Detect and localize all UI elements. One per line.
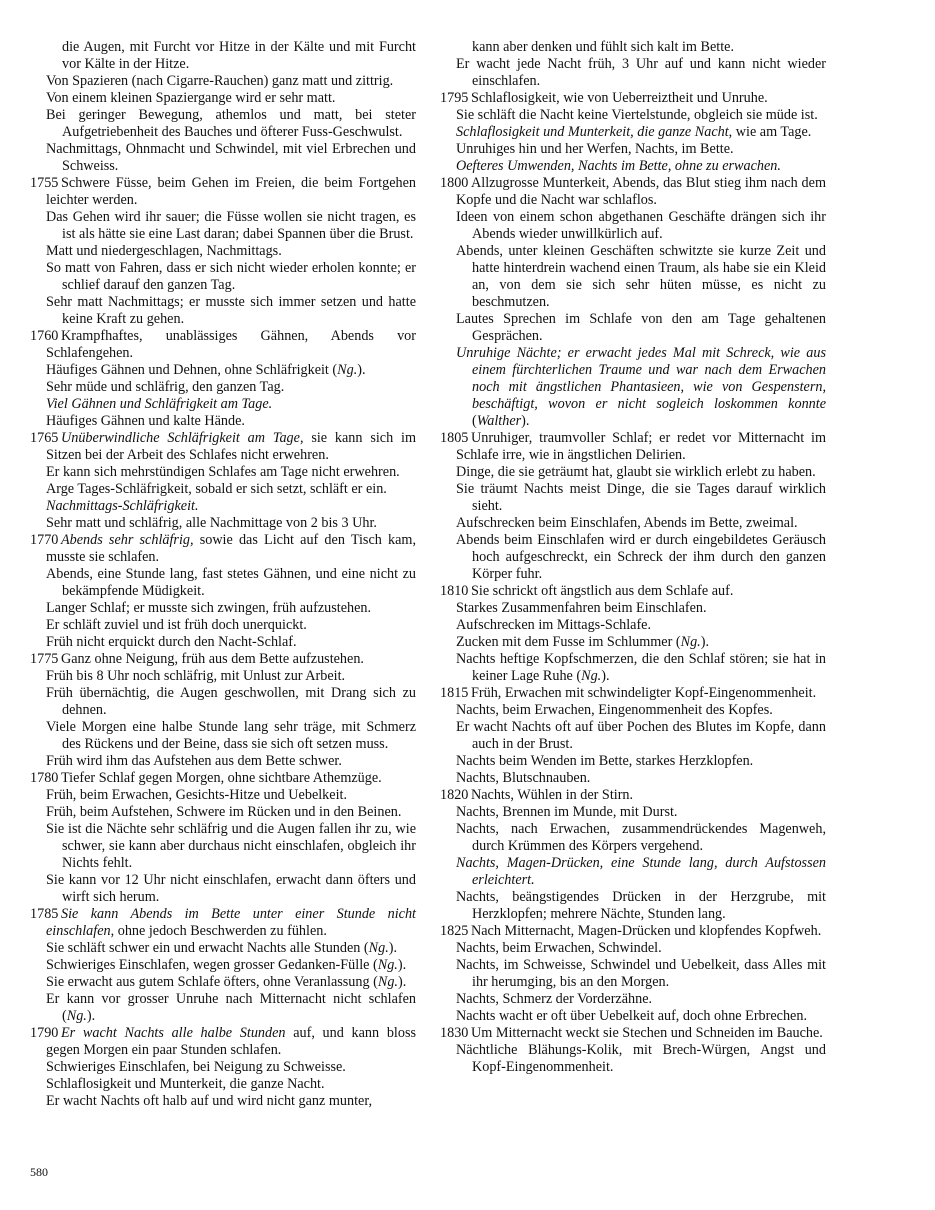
entry-text: Viele Morgen eine halbe Stunde lang sehr träge, mit Schmerz des Rückens und der Beine, dass sie sich oft setzen muss. xyxy=(46,719,416,752)
symptom-entry xyxy=(30,1076,416,1093)
numbered-entry xyxy=(30,1025,416,1059)
entry-text: Früh bis 8 Uhr noch schläfrig, mit Unlust zur Arbeit. xyxy=(46,668,346,684)
entry-number: 1815 xyxy=(440,685,469,701)
italic-text: Ng. xyxy=(680,634,701,650)
symptom-entry xyxy=(30,566,416,600)
symptom-entry xyxy=(440,141,826,158)
entry-text: Sie träumt Nachts meist Dinge, die sie Tages darauf wirklich sieht. xyxy=(456,481,826,514)
entry-text: Er kann sich mehrstündigen Schlafes am Tage nicht erwehren. xyxy=(46,464,400,480)
entry-text: Nachts beim Wenden im Bette, starkes Herzklopfen. xyxy=(456,753,754,769)
entry-number: 1775 xyxy=(30,651,59,667)
symptom-entry xyxy=(440,311,826,345)
entry-text: Früh, beim Aufstehen, Schwere im Rücken und in den Beinen. xyxy=(46,804,402,820)
entry-text: Lautes Sprechen im Schlafe von den am Tage gehaltenen Gesprächen. xyxy=(456,311,826,344)
italic-text: Nachmittags-Schläfrigkeit. xyxy=(46,498,199,514)
entry-text: Ideen von einem schon abgethanen Geschäfte drängen sich ihr Abends wieder unwillkürlich auf. xyxy=(456,209,826,242)
entry-text: Aufschrecken beim Einschlafen, Abends im Bette, zweimal. xyxy=(456,515,798,531)
symptom-entry xyxy=(30,668,416,685)
italic-text: Er wacht Nachts alle halbe Stunden xyxy=(61,1025,286,1041)
symptom-entry xyxy=(30,974,416,991)
entry-number: 1810 xyxy=(440,583,469,599)
entry-text: Starkes Zusammenfahren beim Einschlafen. xyxy=(456,600,707,616)
entry-text: , ohne jedoch Beschwerden zu fühlen. xyxy=(110,923,327,939)
entry-text: Nachts, Blutschnauben. xyxy=(456,770,591,786)
entry-number: 1805 xyxy=(440,430,469,446)
italic-text: Unüberwindliche Schläfrigkeit am Tage xyxy=(61,430,300,446)
entry-text: Von einem kleinen Spaziergange wird er sehr matt. xyxy=(46,90,336,106)
entry-text: Sie ist die Nächte sehr schläfrig und die Augen fallen ihr zu, wie schwer, sie kann aber durchaus nicht einschlafen, obgleich ihr Nichts fehlt. xyxy=(46,821,416,871)
numbered-entry xyxy=(440,923,826,940)
entry-text: Krampfhaftes, unablässiges Gähnen, Abends vor Schlafengehen. xyxy=(46,328,416,361)
entry-text: Unruhiger, traumvoller Schlaf; er redet vor Mitternacht im Schlafe irre, wie in ängstlichen Delirien. xyxy=(456,430,826,463)
page-number: 580 xyxy=(30,1165,48,1179)
entry-text: ). xyxy=(521,413,530,429)
symptom-entry xyxy=(440,753,826,770)
symptom-entry xyxy=(440,56,826,90)
symptom-entry xyxy=(30,243,416,260)
entry-text: ). xyxy=(357,362,366,378)
entry-text: Nachts, beim Erwachen, Schwindel. xyxy=(456,940,662,956)
entry-number: 1830 xyxy=(440,1025,469,1041)
entry-text: Das Gehen wird ihr sauer; die Füsse wollen sie nicht tragen, es ist als hätte sie eine Last daran; dabei Spannen über die Brust. xyxy=(46,209,416,242)
symptom-entry xyxy=(30,719,416,753)
entry-text: Früh, Erwachen mit schwindeligter Kopf-Eingenommenheit. xyxy=(471,685,817,701)
symptom-entry xyxy=(30,634,416,651)
symptom-entry xyxy=(440,940,826,957)
numbered-entry xyxy=(30,175,416,209)
symptom-entry xyxy=(30,1059,416,1076)
italic-text: Sie kann Abends im Bette unter einer Stunde nicht einschlafen xyxy=(46,906,416,939)
numbered-entry xyxy=(440,1025,826,1042)
symptom-entry xyxy=(30,617,416,634)
entry-text: Schlaflosigkeit, wie von Ueberreiztheit und Unruhe. xyxy=(471,90,768,106)
symptom-entry xyxy=(30,90,416,107)
symptom-entry xyxy=(30,872,416,906)
entry-text: Tiefer Schlaf gegen Morgen, ohne sichtbare Athemzüge. xyxy=(61,770,382,786)
entry-text: Sie schrickt oft ängstlich aus dem Schlafe auf. xyxy=(471,583,734,599)
entry-text: ). xyxy=(601,668,610,684)
entry-text: ). xyxy=(397,974,407,990)
symptom-entry xyxy=(440,158,826,175)
entry-text: Abends beim Einschlafen wird er durch eingebildetes Geräusch hoch aufgeschreckt, ein Schreck der ihm durch den ganzen Körper fuhr. xyxy=(456,532,826,582)
entry-text: Häufiges Gähnen und Dehnen, ohne Schläfrigkeit ( xyxy=(46,362,338,378)
entry-text: So matt von Fahren, dass er sich nicht wieder erholen konnte; er schlief darauf den ganzen Tag. xyxy=(46,260,416,293)
numbered-entry xyxy=(30,906,416,940)
entry-text: Früh wird ihm das Aufstehen aus dem Bette schwer. xyxy=(46,753,342,769)
italic-text: Viel Gähnen und Schläfrigkeit am Tage. xyxy=(46,396,273,412)
symptom-entry xyxy=(30,209,416,243)
entry-text: Nachts heftige Kopfschmerzen, die den Schlaf stören; sie hat in keiner Lage Ruhe ( xyxy=(456,651,826,684)
entry-text: Früh, beim Erwachen, Gesichts-Hitze und Uebelkeit. xyxy=(46,787,347,803)
symptom-entry xyxy=(440,209,826,243)
symptom-entry xyxy=(30,1093,416,1110)
symptom-entry xyxy=(440,617,826,634)
italic-text: Ng. xyxy=(66,1008,87,1024)
symptom-entry xyxy=(30,804,416,821)
entry-number: 1760 xyxy=(30,328,59,344)
numbered-entry xyxy=(440,175,826,209)
symptom-entry xyxy=(30,498,416,515)
numbered-entry xyxy=(440,787,826,804)
entry-text: Nachts, beim Erwachen, Eingenommenheit des Kopfes. xyxy=(456,702,773,718)
entry-text: Nachts wacht er oft über Uebelkeit auf, doch ohne Erbrechen. xyxy=(456,1008,807,1024)
entry-text: Sehr matt und schläfrig, alle Nachmittage von 2 bis 3 Uhr. xyxy=(46,515,377,531)
entry-text: Schwieriges Einschlafen, bei Neigung zu Schweisse. xyxy=(46,1059,346,1075)
entry-text: Matt und niedergeschlagen, Nachmittags. xyxy=(46,243,282,259)
entry-text: Sehr matt Nachmittags; er musste sich immer setzen und hatte keine Kraft zu gehen. xyxy=(46,294,416,327)
entry-text: Abends, eine Stunde lang, fast stetes Gähnen, und eine nicht zu bekämpfende Müdigkeit. xyxy=(46,566,416,599)
entry-number: 1765 xyxy=(30,430,59,446)
italic-text: Ng. xyxy=(377,957,398,973)
symptom-entry xyxy=(440,651,826,685)
entry-text: Schwieriges Einschlafen, wegen grosser Gedanken-Fülle ( xyxy=(46,957,378,973)
symptom-entry xyxy=(440,345,826,430)
entry-text: Nachts, beängstigendes Drücken in der Herzgrube, mit Herzklopfen; mehrere Nächte, Stunden lang. xyxy=(456,889,826,922)
symptom-entry xyxy=(30,260,416,294)
symptom-entry xyxy=(30,396,416,413)
numbered-entry xyxy=(440,430,826,464)
entry-text: Sie erwacht aus gutem Schlafe öfters, ohne Veranlassung ( xyxy=(46,974,378,990)
entry-text: Nachts, Wühlen in der Stirn. xyxy=(471,787,634,803)
numbered-entry xyxy=(30,430,416,464)
left-column xyxy=(30,39,416,1110)
symptom-entry xyxy=(30,294,416,328)
italic-text: Oefteres Umwenden, Nachts im Bette, ohne zu erwachen. xyxy=(456,158,781,174)
entry-number: 1795 xyxy=(440,90,469,106)
entry-text: Schlaflosigkeit und Munterkeit, die ganze Nacht. xyxy=(46,1076,325,1092)
symptom-entry xyxy=(30,515,416,532)
symptom-entry xyxy=(440,855,826,889)
numbered-entry xyxy=(440,90,826,107)
symptom-entry xyxy=(440,821,826,855)
italic-text: Ng. xyxy=(581,668,602,684)
entry-number: 1820 xyxy=(440,787,469,803)
numbered-entry xyxy=(30,770,416,787)
symptom-entry xyxy=(440,39,826,56)
entry-text: Nachmittags, Ohnmacht und Schwindel, mit viel Erbrechen und Schweiss. xyxy=(46,141,416,174)
entry-text: Aufschrecken im Mittags-Schlafe. xyxy=(456,617,652,633)
right-column xyxy=(440,39,826,1076)
symptom-entry xyxy=(440,1008,826,1025)
entry-text: Schwere Füsse, beim Gehen im Freien, die beim Fortgehen leichter werden. xyxy=(46,175,416,208)
symptom-entry xyxy=(30,753,416,770)
entry-number: 1790 xyxy=(30,1025,59,1041)
italic-text: Abends sehr schläfrig, xyxy=(61,532,194,548)
entry-text: , sie kann sich im Sitzen bei der Arbeit des Schlafes nicht erwehren. xyxy=(46,430,417,463)
italic-text: Walther xyxy=(476,413,522,429)
entry-number: 1785 xyxy=(30,906,59,922)
entry-text: Bei geringer Bewegung, athemlos und matt, bei steter Aufgetriebenheit des Bauches und öfterer Fuss-Geschwulst. xyxy=(46,107,416,140)
entry-text: Von Spazieren (nach Cigarre-Rauchen) ganz matt und zittrig. xyxy=(46,73,394,89)
symptom-entry xyxy=(440,532,826,583)
italic-text: Unruhige Nächte; er erwacht jedes Mal mit Schreck, wie aus einem fürchterlichen Traume und war nach dem Erwachen noch mit ängstlichen Phantasieen, wie von Gespenstern, beschäftigt, wovon er nicht sogleich loskommen konnte xyxy=(456,345,826,412)
entry-text: ). xyxy=(86,1008,96,1024)
entry-text: auf, und kann bloss gegen Morgen ein paar Stunden schlafen. xyxy=(46,1025,416,1058)
entry-text: Er kann vor grosser Unruhe nach Mitternacht nicht schlafen ( xyxy=(46,991,416,1024)
entry-text: Sehr müde und schläfrig, den ganzen Tag. xyxy=(46,379,285,395)
entry-text: Früh übernächtig, die Augen geschwollen, mit Drang sich zu dehnen. xyxy=(46,685,416,718)
entry-text: ). xyxy=(388,940,398,956)
entry-text: ). xyxy=(700,634,709,650)
entry-text: Um Mitternacht weckt sie Stechen und Schneiden im Bauche. xyxy=(471,1025,823,1041)
symptom-entry xyxy=(440,1042,826,1076)
entry-text: Nachts, Brennen im Munde, mit Durst. xyxy=(456,804,678,820)
symptom-entry xyxy=(30,107,416,141)
entry-text: Allzugrosse Munterkeit, Abends, das Blut stieg ihm nach dem Kopfe und die Nacht war schlaflos. xyxy=(456,175,826,208)
entry-text: Arge Tages-Schläfrigkeit, sobald er sich setzt, schläft er ein. xyxy=(46,481,387,497)
entry-text: Abends, unter kleinen Geschäften schwitzte sie kurze Zeit und hatte hinterdrein wachend einen Traum, als habe sie ein Kleid an, von dem sie sich sehr hüten müsse, es nicht zu beschmutzen. xyxy=(456,243,826,310)
symptom-entry xyxy=(440,634,826,651)
symptom-entry xyxy=(30,379,416,396)
italic-text: Nachts, Magen-Drücken, eine Stunde lang, durch Aufstossen erleichtert. xyxy=(456,855,826,888)
symptom-entry xyxy=(440,991,826,1008)
entry-text: Nachts, im Schweisse, Schwindel und Uebelkeit, dass Alles mit ihr herumging, bis an den Morgen. xyxy=(456,957,826,990)
symptom-entry xyxy=(440,804,826,821)
entry-text: die Augen, mit Furcht vor Hitze in der Kälte und mit Furcht vor Kälte in der Hitze. xyxy=(62,39,416,72)
symptom-entry xyxy=(30,957,416,974)
entry-text: kann aber denken und fühlt sich kalt im Bette. xyxy=(472,39,735,55)
entry-number: 1780 xyxy=(30,770,59,786)
symptom-entry xyxy=(440,107,826,124)
entry-number: 1755 xyxy=(30,175,59,191)
symptom-entry xyxy=(440,957,826,991)
italic-text: Ng. xyxy=(368,940,389,956)
symptom-entry xyxy=(30,940,416,957)
symptom-entry xyxy=(440,464,826,481)
symptom-entry xyxy=(30,413,416,430)
symptom-entry xyxy=(440,124,826,141)
entry-text: Er wacht Nachts oft halb auf und wird nicht ganz munter, xyxy=(46,1093,373,1109)
entry-text: sowie das Licht auf den Tisch kam, musste sie schlafen. xyxy=(46,532,416,565)
numbered-entry xyxy=(440,583,826,600)
entry-text: Ganz ohne Neigung, früh aus dem Bette aufzustehen. xyxy=(61,651,364,667)
symptom-entry xyxy=(30,362,416,379)
symptom-entry xyxy=(30,600,416,617)
symptom-entry xyxy=(440,889,826,923)
symptom-entry xyxy=(440,600,826,617)
numbered-entry xyxy=(30,328,416,362)
entry-text: Er wacht jede Nacht früh, 3 Uhr auf und kann nicht wieder einschlafen. xyxy=(456,56,826,89)
symptom-entry xyxy=(30,39,416,73)
entry-text: Nächtliche Blähungs-Kolik, mit Brech-Würgen, Angst und Kopf-Eingenommenheit. xyxy=(456,1042,826,1075)
entry-text: Zucken mit dem Fusse im Schlummer ( xyxy=(456,634,681,650)
symptom-entry xyxy=(30,821,416,872)
entry-text: Häufiges Gähnen und kalte Hände. xyxy=(46,413,245,429)
symptom-entry xyxy=(30,991,416,1025)
entry-text: Nachts, nach Erwachen, zusammendrückendes Magenweh, durch Krümmen des Körpers vergehend. xyxy=(456,821,826,854)
symptom-entry xyxy=(440,702,826,719)
numbered-entry xyxy=(30,532,416,566)
symptom-entry xyxy=(30,141,416,175)
numbered-entry xyxy=(30,651,416,668)
entry-number: 1770 xyxy=(30,532,59,548)
entry-text: Sie schläft die Nacht keine Viertelstunde, obgleich sie müde ist. xyxy=(456,107,818,123)
entry-text: Er wacht Nachts oft auf über Pochen des Blutes im Kopfe, dann auch in der Brust. xyxy=(456,719,826,752)
symptom-entry xyxy=(440,243,826,311)
symptom-entry xyxy=(440,515,826,532)
symptom-entry xyxy=(440,481,826,515)
symptom-entry xyxy=(440,770,826,787)
italic-text: Ng. xyxy=(377,974,398,990)
symptom-entry xyxy=(30,685,416,719)
entry-text: ). xyxy=(397,957,407,973)
symptom-entry xyxy=(30,73,416,90)
entry-text: Sie kann vor 12 Uhr nicht einschlafen, erwacht dann öfters und wirft sich herum. xyxy=(46,872,416,905)
entry-text: Nachts, Schmerz der Vorderzähne. xyxy=(456,991,653,1007)
symptom-entry xyxy=(30,787,416,804)
entry-number: 1825 xyxy=(440,923,469,939)
entry-text: ( xyxy=(472,413,477,429)
entry-text: Er schläft zuviel und ist früh doch unerquickt. xyxy=(46,617,307,633)
italic-text: Schlaflosigkeit und Munterkeit, die ganze Nacht xyxy=(456,124,729,140)
entry-text: Früh nicht erquickt durch den Nacht-Schlaf. xyxy=(46,634,297,650)
symptom-entry xyxy=(30,464,416,481)
entry-number: 1800 xyxy=(440,175,469,191)
entry-text: Langer Schlaf; er musste sich zwingen, früh aufzustehen. xyxy=(46,600,372,616)
entry-text: , wie am Tage. xyxy=(728,124,812,140)
entry-text: Dinge, die sie geträumt hat, glaubt sie wirklich erlebt zu haben. xyxy=(456,464,816,480)
symptom-entry xyxy=(30,481,416,498)
italic-text: Ng. xyxy=(337,362,358,378)
entry-text: Unruhiges hin und her Werfen, Nachts, im Bette. xyxy=(456,141,734,157)
entry-text: Nach Mitternacht, Magen-Drücken und klopfendes Kopfweh. xyxy=(471,923,822,939)
symptom-entry xyxy=(440,719,826,753)
numbered-entry xyxy=(440,685,826,702)
entry-text: Sie schläft schwer ein und erwacht Nachts alle Stunden ( xyxy=(46,940,369,956)
